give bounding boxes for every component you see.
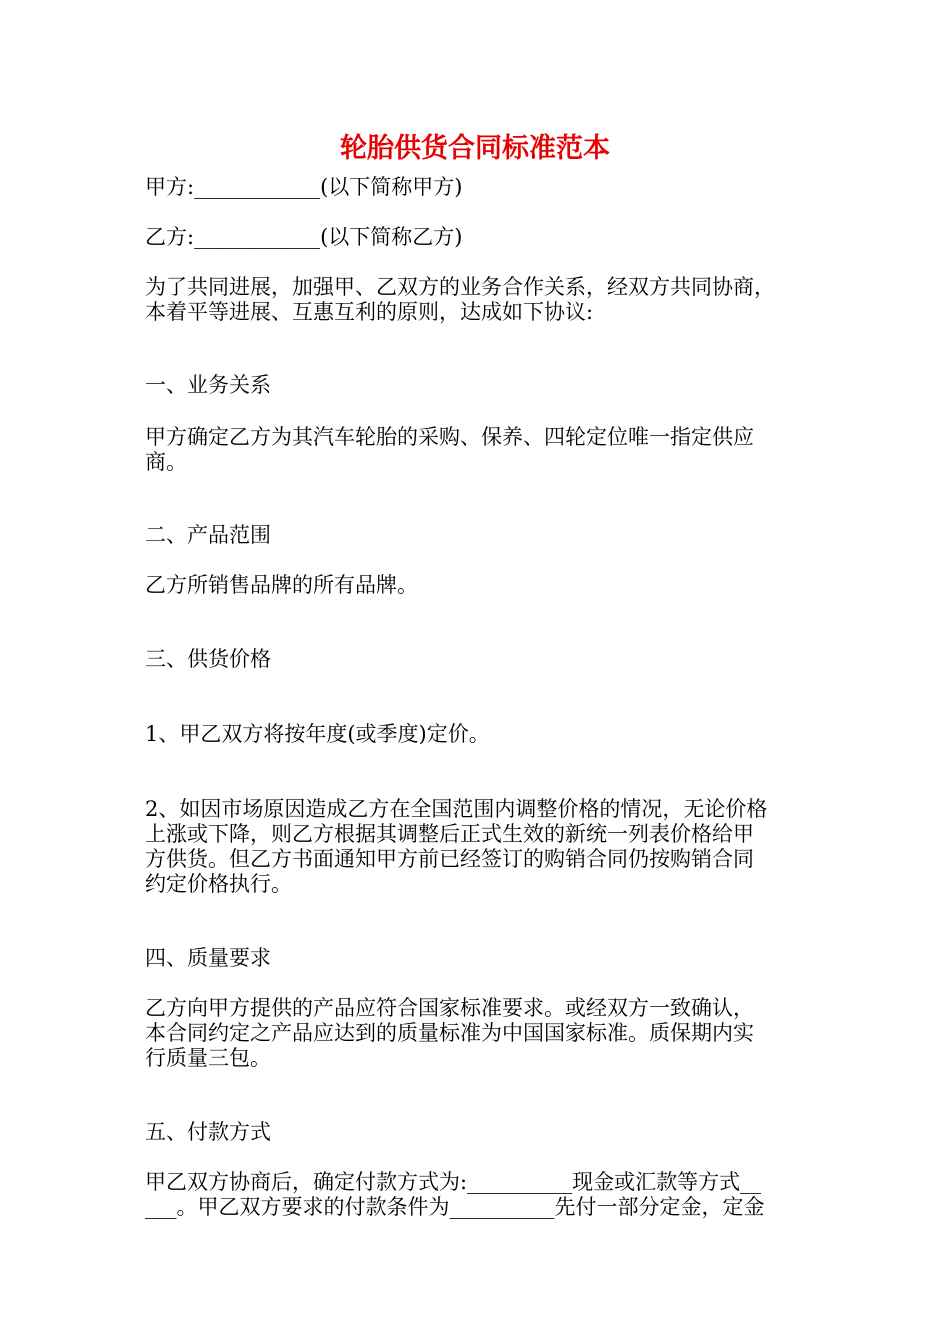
preamble-line-1: 为了共同进展，加强甲、乙双方的业务合作关系，经双方共同协商， [145,275,775,299]
section-4-text-line-3: 行质量三包。 [145,1046,271,1070]
section-4-text-line-2: 本合同约定之产品应达到的质量标准为中国国家标准。质保期内实 [145,1021,754,1045]
section-4-text-line-1: 乙方向甲方提供的产品应符合国家标准要求。或经双方一致确认， [145,996,754,1020]
section-5-heading: 五、付款方式 [145,1120,271,1144]
preamble-line-2: 本着平等进展、互惠互利的原则，达成如下协议: [145,300,594,324]
section-5-text-line-2: ___。甲乙双方要求的付款条件为__________先付一部分定金，定金 [145,1195,765,1219]
section-2-text: 乙方所销售品牌的所有品牌。 [145,573,418,597]
section-5-text-line-1: 甲乙双方协商后，确定付款方式为:__________现金或汇款等方式__ [145,1170,762,1194]
party-b-line: 乙方:____________(以下简称乙方) [145,225,463,249]
section-1-text-line-1: 甲方确定乙方为其汽车轮胎的采购、保养、四轮定位唯一指定供应 [145,425,754,449]
section-3-item-1: 1、甲乙双方将按年度(或季度)定价。 [145,722,490,746]
section-4-heading: 四、质量要求 [145,946,271,970]
section-2-heading: 二、产品范围 [145,523,271,547]
section-1-heading: 一、业务关系 [145,373,271,397]
party-a-line: 甲方:____________(以下简称甲方) [145,175,463,199]
section-3-item-2-line-1: 2、如因市场原因造成乙方在全国范围内调整价格的情况，无论价格 [145,797,768,821]
document-title: 轮胎供货合同标准范本 [340,133,610,164]
section-3-item-2-line-4: 约定价格执行。 [145,872,292,896]
section-1-text-line-2: 商。 [145,450,187,474]
section-3-item-2-line-3: 方供货。但乙方书面通知甲方前已经签订的购销合同仍按购销合同 [145,847,754,871]
section-3-item-2-line-2: 上涨或下降，则乙方根据其调整后正式生效的新统一列表价格给甲 [145,822,754,846]
section-3-heading: 三、供货价格 [145,647,271,671]
